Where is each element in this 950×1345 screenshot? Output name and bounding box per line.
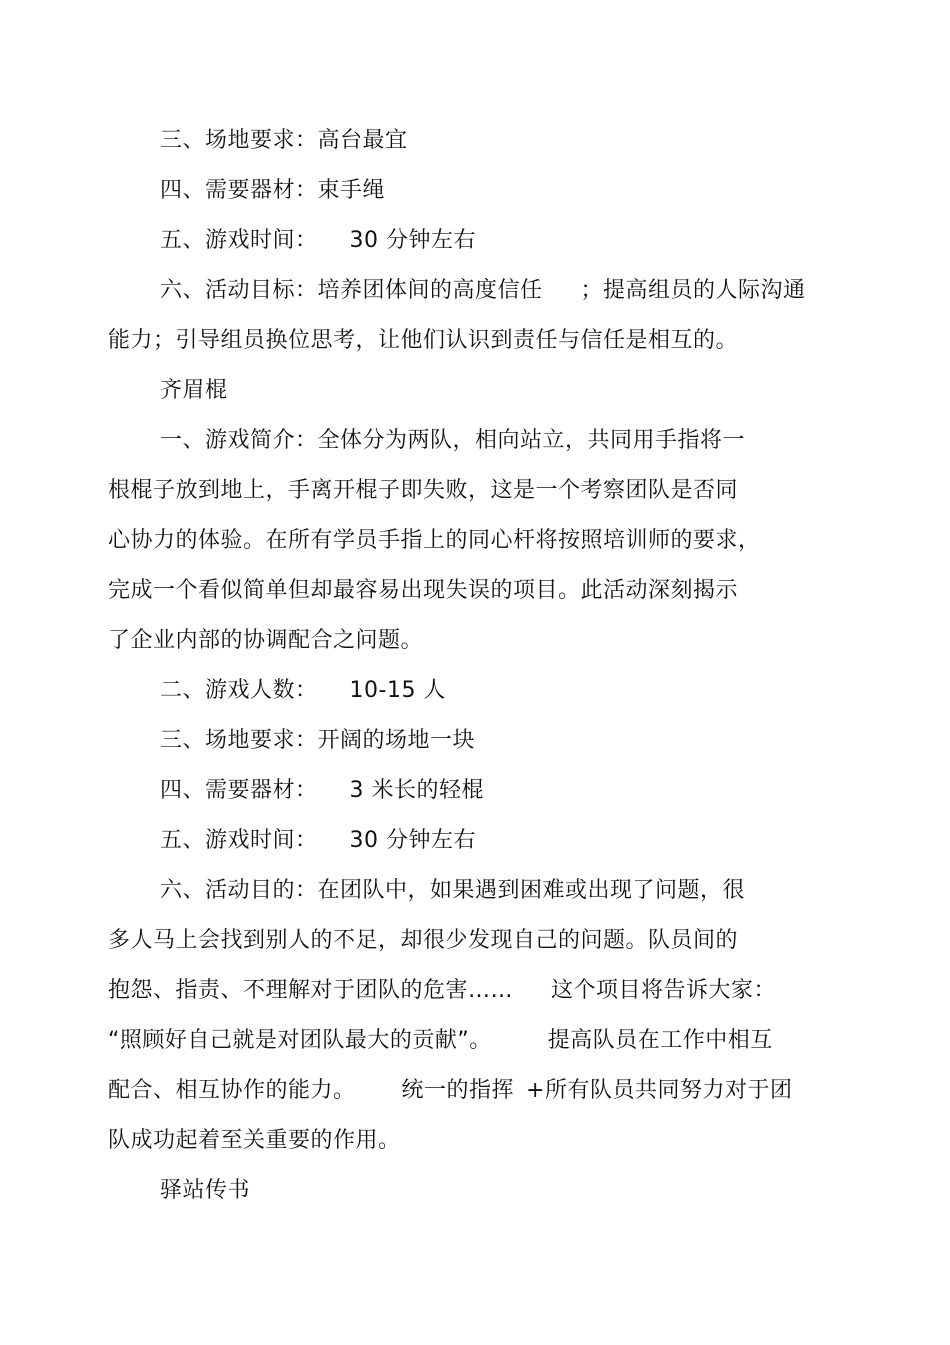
section-heading <box>160 1176 250 1206</box>
text-span: 统一的指挥 <box>401 1078 515 1103</box>
section-heading <box>160 376 228 406</box>
text-span: 配合、相互协作的能力。 <box>108 1078 356 1103</box>
text-span: 完成一个看似简单但却最容易出现失误的项目。此活动深刻揭示 <box>108 578 739 603</box>
text-span: 心协力的体验。在所有学员手指上的同心杆将按照培训师的要求， <box>108 528 761 553</box>
text-span: 30 分钟左右 <box>349 828 477 853</box>
text-span: 五、游戏时间： <box>160 828 318 853</box>
text-span: 10-15 人 <box>349 678 446 703</box>
text-span: 一、游戏简介：全体分为两队，相向站立，共同用手指将一 <box>160 428 746 453</box>
text-span: 三、场地要求：高台最宜 <box>160 128 408 153</box>
text-span: 30 分钟左右 <box>349 228 477 253</box>
text-span: “照顾好自己就是对团队最大的贡献”。 <box>108 1028 492 1053</box>
text-span: 3 米长的轻棍 <box>349 778 485 803</box>
text-line <box>108 1076 792 1106</box>
text-span: 四、需要器材：束手绳 <box>160 178 386 203</box>
text-span: 三、场地要求：开阔的场地一块 <box>160 728 476 753</box>
text-span: 了企业内部的协调配合之问题。 <box>108 628 424 653</box>
text-line <box>108 626 423 656</box>
text-line <box>160 826 476 856</box>
text-span: 六、活动目标：培养团体间的高度信任 <box>160 278 543 303</box>
text-line <box>160 776 484 806</box>
text-line <box>108 976 776 1006</box>
text-line <box>160 176 385 206</box>
text-span: 提高队员在工作中相互 <box>547 1028 773 1053</box>
text-line <box>108 526 761 556</box>
text-line <box>108 1126 401 1156</box>
text-span: 抱怨、指责、不理解对于团队的危害…… <box>108 978 514 1003</box>
text-line <box>160 726 475 756</box>
text-span: 多人马上会找到别人的不足，却很少发现自己的问题。队员间的 <box>108 928 739 953</box>
text-span: 四、需要器材： <box>160 778 318 803</box>
text-line <box>160 876 745 906</box>
text-line <box>160 676 446 706</box>
text-line <box>160 226 476 256</box>
text-line <box>108 326 738 356</box>
text-line <box>108 576 738 606</box>
text-span: +所有队员共同努力对于团 <box>526 1078 793 1103</box>
text-line <box>160 126 408 156</box>
text-span: 这个项目将告诉大家： <box>551 978 777 1003</box>
text-line <box>108 476 738 506</box>
text-line <box>160 426 745 456</box>
text-span: 能力；引导组员换位思考，让他们认识到责任与信任是相互的。 <box>108 328 739 353</box>
text-span: ；提高组员的人际沟通 <box>580 278 806 303</box>
text-span: 五、游戏时间： <box>160 228 318 253</box>
text-span: 二、游戏人数： <box>160 678 318 703</box>
text-span: 六、活动目的：在团队中，如果遇到困难或出现了问题，很 <box>160 878 746 903</box>
text-span: 根棍子放到地上，手离开棍子即失败，这是一个考察团队是否同 <box>108 478 739 503</box>
text-line <box>160 276 806 306</box>
heading-text: 齐眉棍 <box>160 378 228 403</box>
text-span: 队成功起着至关重要的作用。 <box>108 1128 401 1153</box>
text-line <box>108 1026 773 1056</box>
heading-text: 驿站传书 <box>160 1178 251 1203</box>
text-line <box>108 926 738 956</box>
